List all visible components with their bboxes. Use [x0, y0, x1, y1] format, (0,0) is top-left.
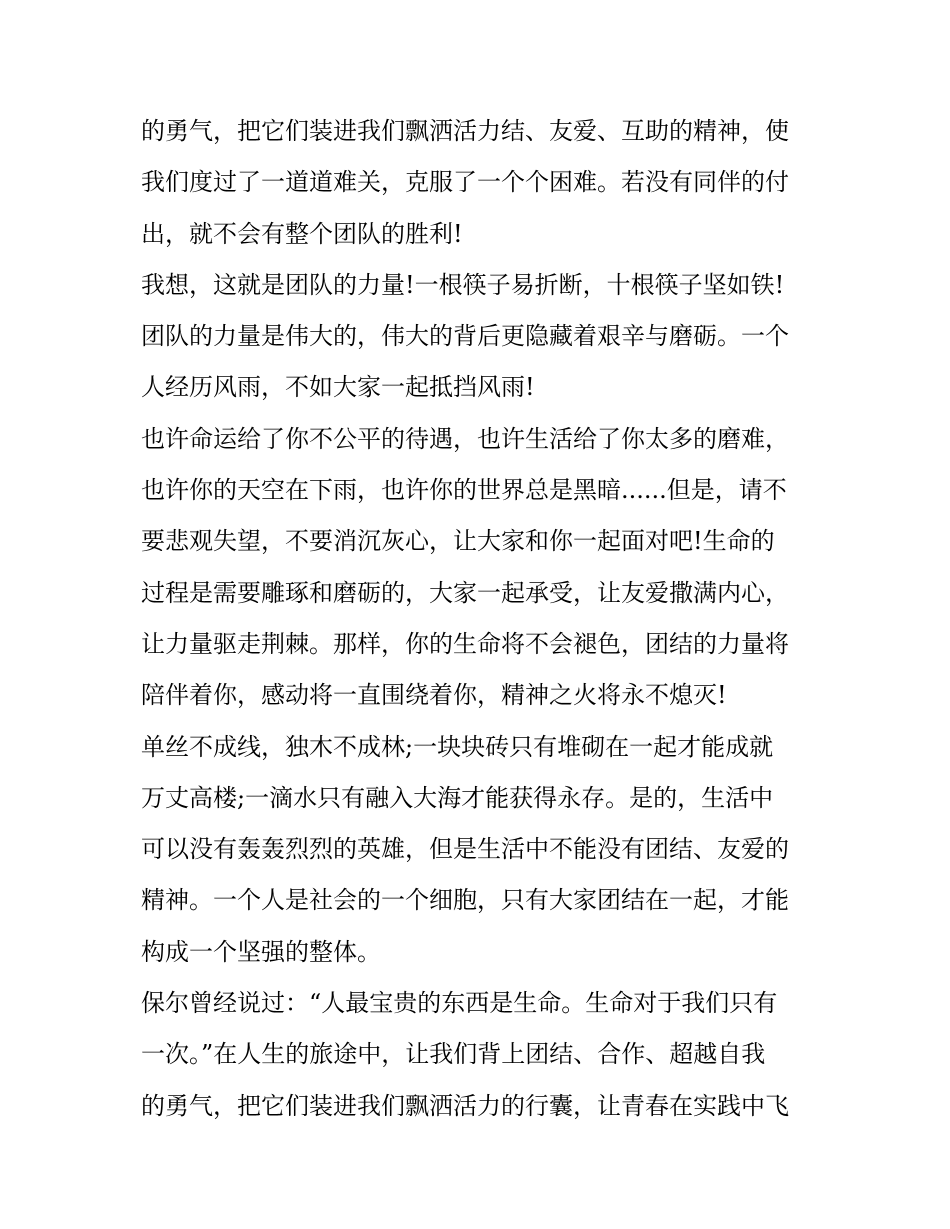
text-line: 人经历风雨，不如大家一起抵挡风雨!	[141, 373, 535, 402]
text-line: 让力量驱走荆棘。那样，你的生命将不会褪色，团结的力量将	[141, 629, 789, 658]
text-line: 万丈高楼;一滴水只有融入大海才能获得永存。是的，生活中	[141, 783, 774, 812]
text-line: 单丝不成线，独木不成林;一块块砖只有堆砌在一起才能成就	[141, 732, 774, 761]
text-line: 要悲观失望，不要消沉灰心，让大家和你一起面对吧!生命的	[141, 527, 775, 556]
document-body	[141, 106, 813, 1132]
text-line: 团队的力量是伟大的，伟大的背后更隐藏着艰辛与磨砺。一个	[141, 322, 789, 351]
text-line: 我们度过了一道道难关，克服了一个个困难。若没有同伴的付	[141, 168, 789, 197]
text-line: 也许命运给了你不公平的待遇，也许生活给了你太多的磨难，	[141, 424, 789, 453]
text-line: 一次。”在人生的旅途中，让我们背上团结、合作、超越自我	[141, 1040, 766, 1069]
text-line: 精神。一个人是社会的一个细胞，只有大家团结在一起，才能	[141, 886, 789, 915]
text-line: 保尔曾经说过：“人最宝贵的东西是生命。生命对于我们只有	[141, 989, 778, 1018]
text-line: 我想，这就是团队的力量!一根筷子易折断，十根筷子坚如铁!	[141, 270, 785, 299]
text-line: 可以没有轰轰烈烈的英雄，但是生活中不能没有团结、友爱的	[141, 835, 789, 864]
text-line: 过程是需要雕琢和磨砺的，大家一起承受，让友爱撒满内心，	[141, 578, 789, 607]
text-line: 陪伴着你，感动将一直围绕着你，精神之火将永不熄灭!	[141, 681, 727, 710]
text-line: 出，就不会有整个团队的胜利!	[141, 219, 463, 248]
text-line: 的勇气，把它们装进我们飘洒活力的行囊，让青春在实践中飞	[141, 1091, 789, 1120]
text-line: 的勇气，把它们装进我们飘洒活力结、友爱、互助的精神，使	[141, 117, 789, 145]
text-line: 也许你的天空在下雨，也许你的世界总是黑暗......但是，请不	[141, 476, 787, 505]
text-line: 构成一个坚强的整体。	[141, 937, 381, 966]
